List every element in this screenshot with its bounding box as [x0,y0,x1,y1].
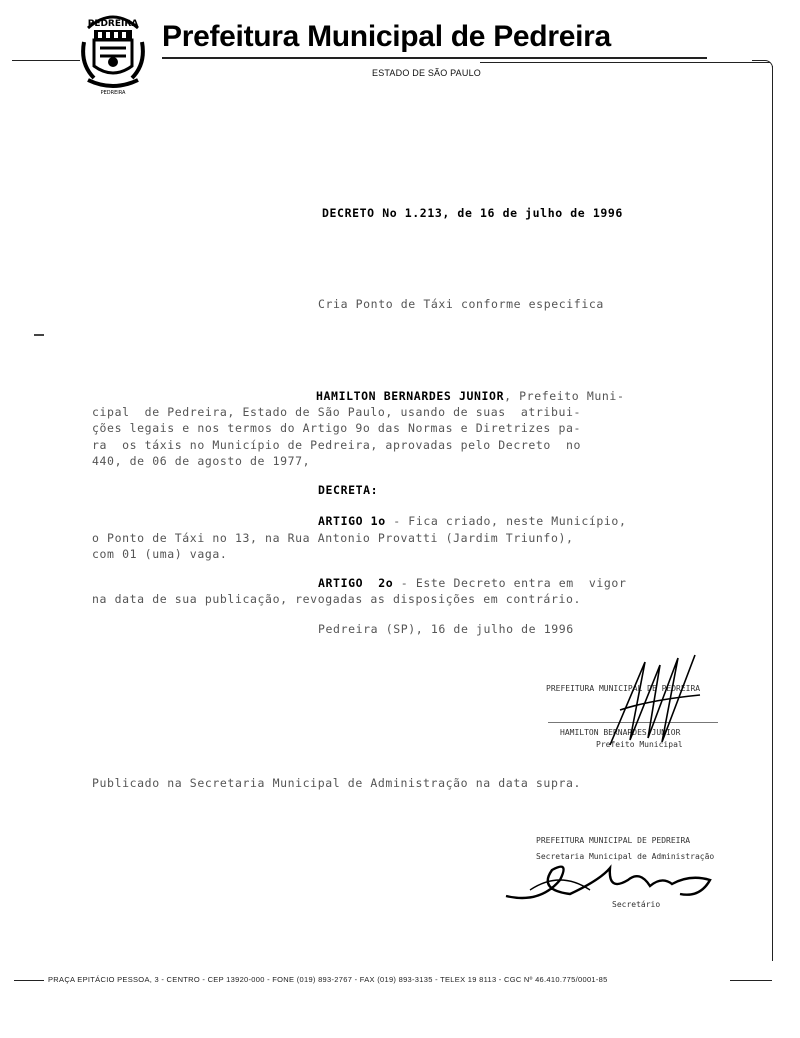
decreta-label: DECRETA: [318,483,379,497]
signature-1-role: Prefeito Municipal [596,740,683,749]
seal-text-top: PEDREIRA [87,19,139,29]
signature-1-handwriting [600,650,710,760]
article-2-label: ARTIGO 2o [318,576,394,590]
article-1-line-3: com 01 (uma) vaga. [92,547,228,561]
state-subtitle: ESTADO DE SÃO PAULO [372,68,481,78]
article-1-line-1 [318,514,626,528]
article-2-line-2: na data de sua publicação, revogadas as disposições em contrário. [92,592,582,606]
seal-emblem [80,8,146,96]
intro-line-5: 440, de 06 de agosto de 1977, [92,454,311,468]
frame-right [772,66,773,961]
signature-2-role: Secretário [612,900,661,909]
header-rule-main [162,57,707,59]
page-title: Prefeitura Municipal de Pedreira [162,20,611,53]
signature-2-institution: PREFEITURA MUNICIPAL DE PEDREIRA [536,836,691,845]
decree-summary: Cria Ponto de Táxi conforme especifica [318,297,604,311]
seal-text-bottom: PEDREIRA [100,90,126,96]
signature-2-department: Secretaria Municipal de Administração [536,852,715,861]
intro-line-3: ções legais e nos termos do Artigo 9o das Normas e Diretrizes pa- [92,421,582,435]
article-1-line-2: o Ponto de Táxi no 13, na Rua Antonio Provatti (Jardim Triunfo), [92,531,574,545]
intro-line-4: ra os táxis no Município de Pedreira, aprovadas pelo Decreto no [92,438,582,452]
article-1-label: ARTIGO 1o [318,514,386,528]
intro-line-1-rest: , Prefeito Muni- [504,389,625,403]
header-rule-left [12,60,80,61]
footer-address: PRAÇA EPITÁCIO PESSOA, 3 - CENTRO - CEP 13920-000 - FONE (019) 893-2767 - FAX (019) 893-3135 - TELEX 19 8113 - CGC Nº 46.410.775/0001-85 [48,975,608,984]
signature-2-handwriting [500,850,720,910]
article-2-line-1 [318,576,626,590]
frame-corner [752,60,773,69]
scan-mark [34,334,44,336]
mayor-name: HAMILTON BERNARDES JUNIOR [316,389,505,403]
decree-heading: DECRETO No 1.213, de 16 de julho de 1996 [322,206,623,220]
signature-1-name: HAMILTON BERNARDES JUNIOR [560,728,681,737]
article-1-line-1-rest: - Fica criado, neste Município, [385,514,627,528]
signature-1-institution: PREFEITURA MUNICIPAL DE PEDREIRA [546,684,701,693]
header-rule-right [480,62,770,63]
place-date: Pedreira (SP), 16 de julho de 1996 [318,622,574,636]
publication-note: Publicado na Secretaria Municipal de Administração na data supra. [92,776,582,790]
article-2-line-1-rest: - Este Decreto entra em vigor [393,576,627,590]
footer-rule-right [730,980,772,981]
intro-line-1 [316,389,624,403]
footer-rule-left [14,980,44,981]
intro-line-2: cipal de Pedreira, Estado de São Paulo, usando de suas atribui- [92,405,582,419]
